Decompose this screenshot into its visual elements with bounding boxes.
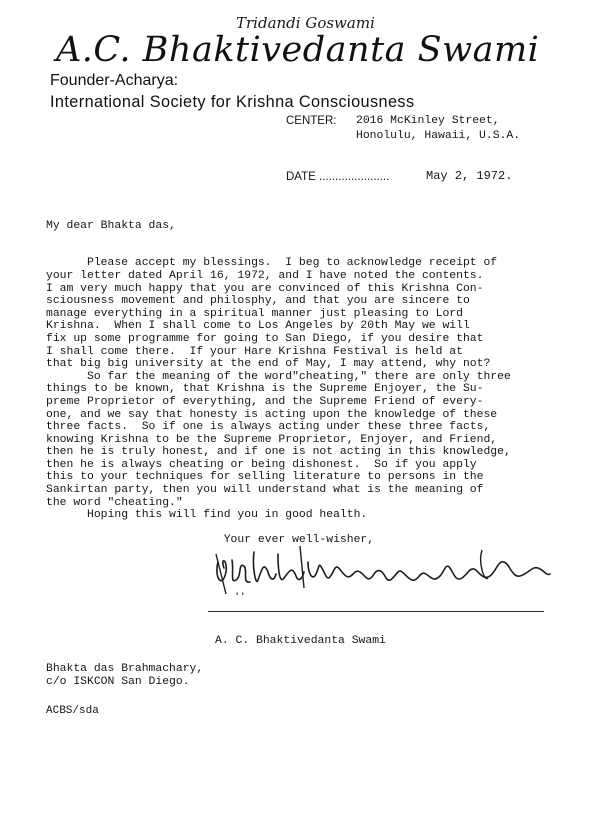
body-line: I shall come there. If your Hare Krishna Festival is held at	[46, 345, 463, 358]
body-line: that big big university at the end of May, I may attend, why not?	[46, 358, 491, 371]
date-field	[286, 171, 389, 183]
recipient-line-1: Bhakta das Brahmachary,	[46, 663, 204, 675]
body-line: the word "cheating."	[46, 496, 183, 509]
signature-marks: ' '	[236, 590, 244, 604]
date-label: DATE	[286, 171, 316, 183]
body-line: I am very much happy that you are convinced of this Krishna Con-	[46, 282, 484, 295]
body-line: then he is always cheating or being dishonest. So if you apply	[46, 458, 477, 471]
date-dots: ......................	[319, 171, 390, 183]
body-line: your letter dated April 16, 1972, and I have noted the contents.	[46, 269, 484, 282]
body-line: manage everything in a spiritual manner just pleasing to Lord	[46, 307, 463, 320]
body-line: Hoping this will find you in good health.	[46, 509, 368, 522]
handwritten-signature	[212, 532, 552, 602]
body-line: things to be known, that Krishna is the Supreme Enjoyer, the Su-	[46, 383, 484, 396]
body-line: this to your techniques for selling literature to persons in the	[46, 471, 484, 484]
letterhead-title-prefix: Tridandi Goswami	[236, 14, 375, 32]
signature-printed-name: A. C. Bhaktivedanta Swami	[215, 635, 386, 647]
body-line: knowing Krishna to be the Supreme Proprietor, Enjoyer, and Friend,	[46, 433, 498, 446]
letterhead-name: A.C. Bhaktivedanta Swami	[56, 30, 540, 70]
address-line-1: 2016 McKinley Street,	[356, 115, 500, 127]
recipient-line-2: c/o ISKCON San Diego.	[46, 676, 190, 688]
letterhead-organization: International Society for Krishna Consciousness	[50, 93, 415, 111]
signature-line	[208, 611, 544, 612]
body-line: Your ever well-wisher,	[46, 534, 375, 547]
body-line: So far the meaning of the word"cheating," there are only three	[46, 370, 511, 383]
body-line: Krishna. When I shall come to Los Angeles by 20th May we will	[46, 320, 470, 333]
salutation: My dear Bhakta das,	[46, 219, 176, 232]
center-label: CENTER:	[286, 115, 337, 127]
body-line: fix up some programme for going to San Diego, if you desire that	[46, 332, 484, 345]
body-line	[46, 245, 576, 258]
body-line: then he is truly honest, and if one is not acting in this knowledge,	[46, 446, 511, 459]
body-line: three facts. So if one is always acting under these three facts,	[46, 421, 491, 434]
date-value: May 2, 1972.	[426, 169, 513, 183]
recipient-block	[46, 663, 203, 689]
address-line-2: Honolulu, Hawaii, U.S.A.	[356, 130, 521, 142]
body-line: sciousness movement and philosphy, and that you are sincere to	[46, 295, 470, 308]
letterhead-role: Founder-Acharya:	[50, 72, 179, 89]
body-line: preme Proprietor of everything, and the Supreme Friend of every-	[46, 395, 484, 408]
letter-body	[46, 207, 576, 560]
body-line: Sankirtan party, then you will understand what is the meaning of	[46, 484, 484, 497]
reference-initials: ACBS/sda	[46, 705, 99, 717]
body-line: Please accept my blessings. I beg to acknowledge receipt of	[46, 257, 498, 270]
body-paragraphs	[46, 245, 576, 547]
body-line: one, and we say that honesty is acting upon the knowledge of these	[46, 408, 498, 421]
